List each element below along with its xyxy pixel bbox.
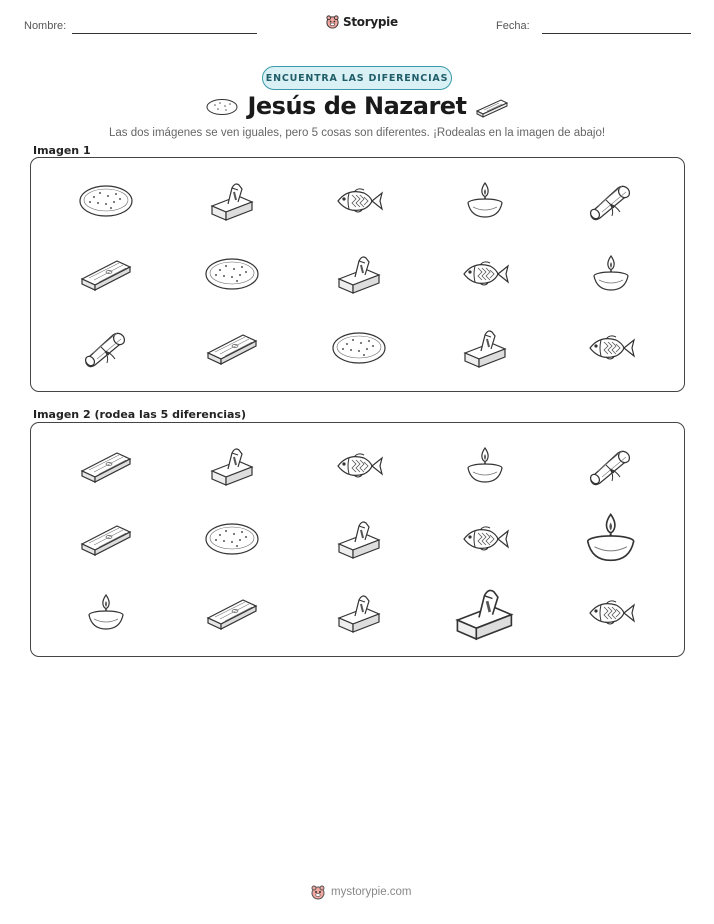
- footer-url: mystorypie.com: [331, 886, 412, 898]
- lamp-icon[interactable]: [463, 179, 507, 223]
- plane-icon[interactable]: [461, 327, 509, 369]
- scroll-icon[interactable]: [588, 180, 634, 222]
- bread-icon[interactable]: [331, 331, 387, 365]
- plank-icon[interactable]: [205, 596, 259, 630]
- plank-icon[interactable]: [79, 257, 133, 291]
- lamp-icon[interactable]: [84, 591, 128, 635]
- lamp-icon[interactable]: [463, 444, 507, 488]
- mascot-icon: [310, 884, 326, 900]
- image1-panel: [30, 157, 685, 392]
- plane-icon[interactable]: [208, 180, 256, 222]
- fish-icon[interactable]: [460, 258, 510, 290]
- plank-icon: [474, 96, 510, 118]
- plane-icon[interactable]: [335, 518, 383, 560]
- image2-label: Imagen 2 (rodea las 5 diferencias): [33, 408, 247, 421]
- activity-badge: [262, 66, 452, 90]
- date-line[interactable]: [542, 33, 691, 34]
- fish-icon[interactable]: [334, 185, 384, 217]
- brand-name: Storypie: [343, 14, 398, 29]
- date-label: Fecha:: [496, 20, 530, 32]
- bread-icon[interactable]: [204, 522, 260, 556]
- plank-icon[interactable]: [79, 449, 133, 483]
- lamp-icon[interactable]: [589, 252, 633, 296]
- name-line[interactable]: [72, 33, 257, 34]
- plane-icon[interactable]: [208, 445, 256, 487]
- name-label: Nombre:: [24, 20, 67, 32]
- footer: [310, 884, 412, 900]
- badge-text: ENCUENTRA LAS DIFERENCIAS: [265, 72, 449, 84]
- lamp-icon-large[interactable]: [581, 509, 640, 568]
- fish-icon[interactable]: [586, 597, 636, 629]
- plank-icon[interactable]: [205, 331, 259, 365]
- fish-icon[interactable]: [334, 450, 384, 482]
- bread-icon[interactable]: [204, 257, 260, 291]
- plane-icon[interactable]: [335, 253, 383, 295]
- mascot-icon: [325, 14, 340, 29]
- plane-icon[interactable]: [335, 592, 383, 634]
- fish-icon[interactable]: [460, 523, 510, 555]
- plank-icon[interactable]: [79, 522, 133, 556]
- scroll-icon[interactable]: [588, 445, 634, 487]
- scroll-icon[interactable]: [83, 327, 129, 369]
- plane-icon-large[interactable]: [452, 585, 517, 642]
- brand-logo: [325, 14, 398, 29]
- fish-icon[interactable]: [586, 332, 636, 364]
- bread-icon: [206, 98, 238, 116]
- image2-panel[interactable]: [30, 422, 685, 657]
- bread-icon[interactable]: [78, 184, 134, 218]
- page-title: Jesús de Nazaret: [247, 92, 467, 120]
- instructions: Las dos imágenes se ven iguales, pero 5 cosas son diferentes. ¡Rodealas en la imagen de abajo!: [108, 127, 606, 139]
- image1-label: Imagen 1: [33, 144, 91, 157]
